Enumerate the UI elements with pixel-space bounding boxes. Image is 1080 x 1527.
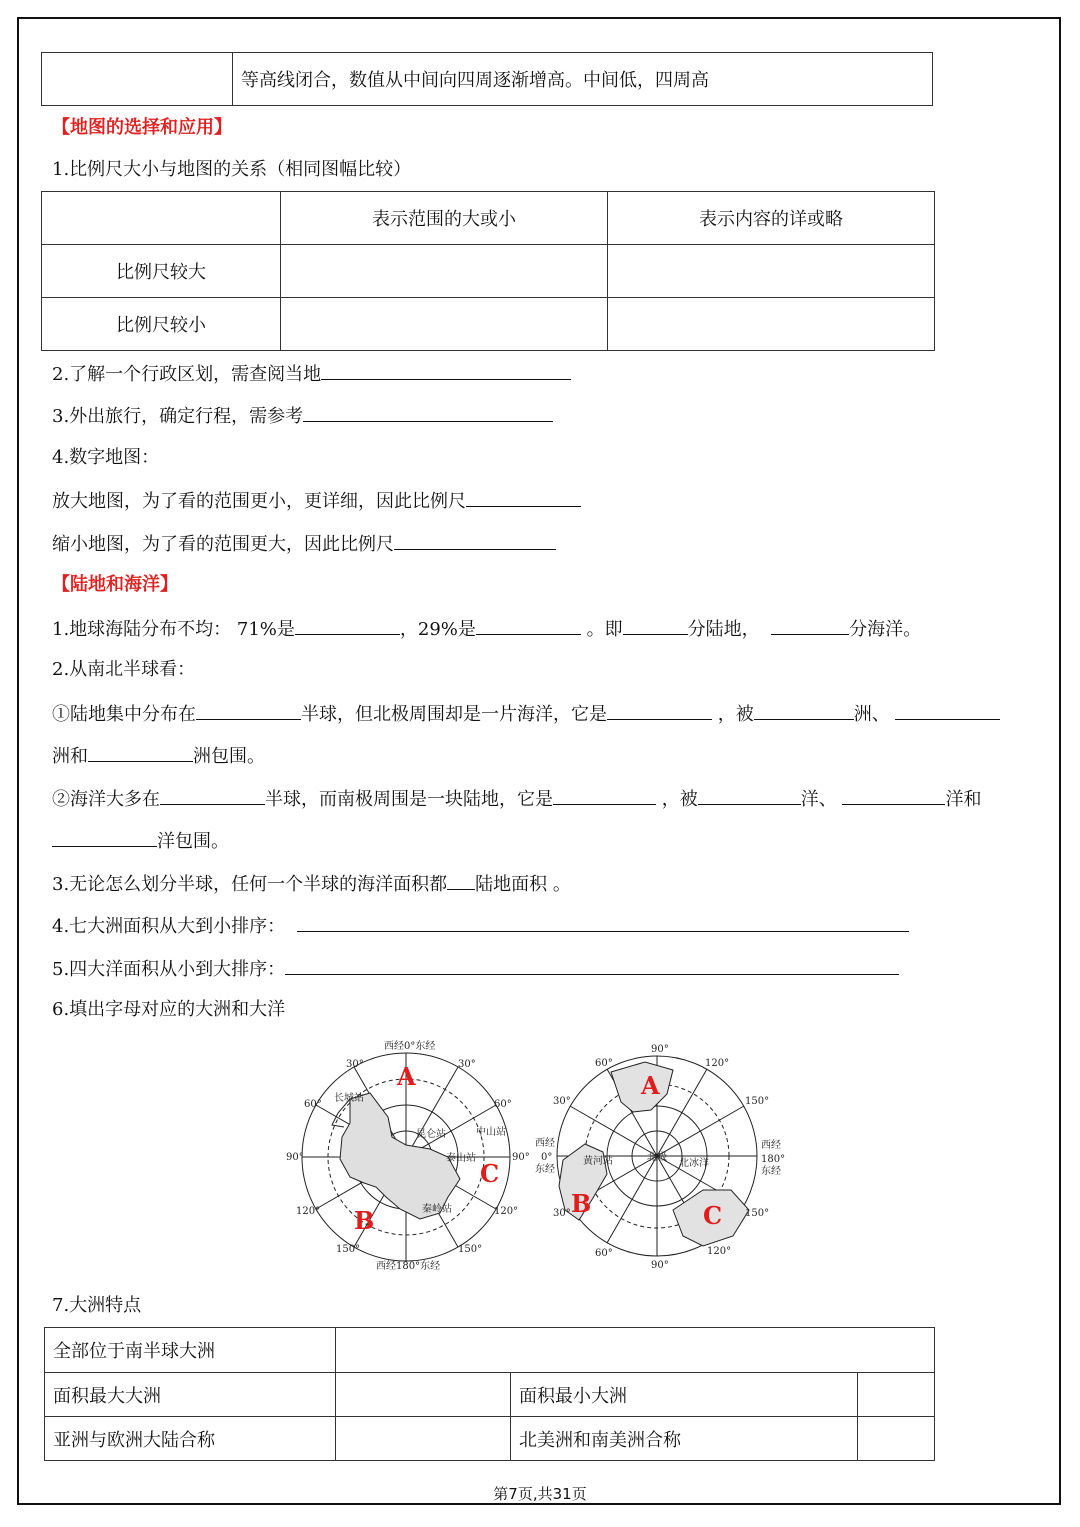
contour-cell-blank[interactable] bbox=[42, 53, 233, 106]
text: 洲包围。 bbox=[193, 746, 265, 767]
answer-blank[interactable] bbox=[623, 616, 688, 635]
lon-label: 90° bbox=[286, 1152, 304, 1163]
q4a-zoom-in bbox=[52, 488, 581, 514]
page-footer: 第7页,共31页 bbox=[493, 1485, 587, 1503]
place-north-pole: 北极 bbox=[647, 1152, 667, 1163]
west-label: 西经 bbox=[535, 1138, 555, 1149]
answer-blank[interactable] bbox=[698, 786, 801, 805]
section-title-land-sea: 【陆地和海洋】 bbox=[52, 574, 178, 595]
answer-blank[interactable] bbox=[196, 701, 301, 720]
answer-blank[interactable] bbox=[295, 616, 400, 635]
q6-fill-letters: 6.填出字母对应的大洲和大洋 bbox=[52, 999, 286, 1020]
answer-blank[interactable] bbox=[607, 701, 712, 720]
scale-table-row-large: 比例尺较大 bbox=[42, 245, 281, 298]
answer-cell[interactable] bbox=[336, 1373, 511, 1417]
answer-blank[interactable] bbox=[285, 956, 899, 975]
east-label: 东经 bbox=[535, 1164, 555, 1175]
q3-ocean-area bbox=[52, 871, 571, 897]
q2d-ocean bbox=[52, 828, 229, 854]
q2c-ocean bbox=[52, 786, 981, 812]
q1-land-sea bbox=[52, 616, 921, 642]
text: 分陆地， bbox=[687, 619, 760, 640]
text: ②海洋大多在 bbox=[52, 789, 160, 810]
answer-blank[interactable] bbox=[52, 828, 157, 847]
lon-label: 150° bbox=[336, 1244, 361, 1255]
place-qinling: 秦岭站 bbox=[422, 1204, 452, 1215]
letter-b-south: B bbox=[354, 1206, 375, 1235]
lon-label: 90° bbox=[512, 1152, 530, 1163]
south-pole-map bbox=[280, 1037, 530, 1274]
answer-blank[interactable] bbox=[553, 786, 656, 805]
text: 陆地面积 。 bbox=[475, 874, 571, 895]
text: 洲和 bbox=[52, 746, 88, 767]
text: ，被 bbox=[712, 704, 754, 725]
answer-cell[interactable] bbox=[336, 1328, 935, 1373]
antarctica-outline bbox=[340, 1093, 460, 1219]
answer-cell[interactable] bbox=[336, 1417, 511, 1461]
q4a-text: 放大地图，为了看的范围更小，更详细，因此比例尺 bbox=[52, 491, 466, 512]
continent-smallest: 面积最小大洲 bbox=[511, 1373, 858, 1417]
place-zhongshan: 中山站 bbox=[476, 1127, 506, 1138]
scale-table-cell[interactable] bbox=[608, 245, 935, 298]
text: 洋、 bbox=[800, 789, 837, 810]
scale-table-cell[interactable] bbox=[608, 298, 935, 351]
map-label-top: 西经0°东经 bbox=[384, 1041, 436, 1052]
lon-label: 30° bbox=[458, 1059, 476, 1070]
lon-label: 150° bbox=[745, 1096, 770, 1107]
answer-blank[interactable] bbox=[88, 743, 193, 762]
zero-label: 0° bbox=[541, 1152, 553, 1163]
lon-label: 90° bbox=[651, 1260, 669, 1271]
q2b-land bbox=[52, 743, 265, 769]
q4-digital-map: 4.数字地图： bbox=[52, 447, 160, 468]
q2-hemispheres: 2.从南北半球看： bbox=[52, 659, 196, 680]
place-huanghe: 黄河站 bbox=[583, 1156, 613, 1167]
text: 半球，而南极周围是一块陆地，它是 bbox=[265, 789, 553, 810]
scale-table-corner bbox=[42, 192, 281, 245]
text: 洋和 bbox=[945, 789, 982, 810]
lon-label: 90° bbox=[651, 1044, 669, 1055]
answer-cell[interactable] bbox=[858, 1417, 935, 1461]
q1-scale-map: 1.比例尺大小与地图的关系（相同图幅比较） bbox=[52, 159, 412, 180]
lon-label: 120° bbox=[707, 1246, 732, 1257]
section-title-map: 【地图的选择和应用】 bbox=[52, 117, 232, 138]
text: 1.地球海陆分布不均： 71%是 bbox=[52, 619, 295, 640]
lon-label: 60° bbox=[494, 1099, 512, 1110]
q4-continents-order bbox=[52, 913, 909, 939]
answer-blank[interactable] bbox=[297, 913, 909, 932]
text: 。即 bbox=[580, 619, 623, 640]
lon-label: 150° bbox=[458, 1244, 483, 1255]
lon-label: 120° bbox=[705, 1058, 730, 1069]
letter-b-north: B bbox=[571, 1189, 592, 1218]
scale-table-row-small: 比例尺较小 bbox=[42, 298, 281, 351]
north-pole-map bbox=[533, 1040, 788, 1272]
answer-cell[interactable] bbox=[858, 1373, 935, 1417]
east-label: 东经 bbox=[761, 1166, 781, 1177]
answer-blank[interactable] bbox=[303, 403, 553, 422]
place-arctic-ocean: 北冰洋 bbox=[679, 1158, 709, 1169]
lon180-label: 180° bbox=[761, 1154, 786, 1165]
scale-table-cell[interactable] bbox=[281, 245, 608, 298]
map-label-bottom: 西经180°东经 bbox=[376, 1261, 441, 1272]
text: 洲、 bbox=[853, 704, 890, 725]
lon-label: 30° bbox=[553, 1208, 571, 1219]
text: 5.四大洋面积从小到大排序： bbox=[52, 959, 286, 980]
q5-oceans-order bbox=[52, 956, 899, 982]
scale-table-cell[interactable] bbox=[281, 298, 608, 351]
answer-blank[interactable] bbox=[466, 488, 581, 507]
scale-table bbox=[41, 191, 935, 351]
answer-blank[interactable] bbox=[321, 361, 571, 380]
contour-table bbox=[41, 52, 933, 106]
continent-eurasia: 亚洲与欧洲大陆合称 bbox=[45, 1417, 336, 1461]
lon-label: 60° bbox=[304, 1099, 322, 1110]
answer-blank[interactable] bbox=[394, 531, 556, 550]
q4b-zoom-out bbox=[52, 531, 556, 557]
q2-text: 2.了解一个行政区划，需查阅当地 bbox=[52, 364, 322, 385]
lon-label: 120° bbox=[494, 1206, 519, 1217]
text: ，29%是 bbox=[399, 619, 476, 640]
text: 洋包围。 bbox=[157, 831, 229, 852]
place-taishan: 泰山站 bbox=[446, 1153, 476, 1164]
lon-label: 150° bbox=[745, 1208, 770, 1219]
continent-table bbox=[44, 1327, 935, 1461]
answer-blank[interactable] bbox=[754, 701, 854, 720]
letter-a-north: A bbox=[641, 1071, 660, 1100]
scale-table-header-detail: 表示内容的详或略 bbox=[608, 192, 935, 245]
letter-c-south: C bbox=[480, 1159, 500, 1188]
answer-blank[interactable] bbox=[895, 701, 1000, 720]
text: 半球，但北极周围却是一片海洋，它是 bbox=[301, 704, 607, 725]
contour-cell-desc: 等高线闭合，数值从中间向四周逐渐增高。中间低，四周高 bbox=[233, 53, 933, 106]
answer-blank[interactable] bbox=[476, 616, 581, 635]
lon-label: 120° bbox=[296, 1206, 321, 1217]
continent-largest: 面积最大大洲 bbox=[45, 1373, 336, 1417]
text: 4.七大洲面积从大到小排序： bbox=[52, 916, 286, 937]
lon-label: 60° bbox=[595, 1058, 613, 1069]
answer-blank[interactable] bbox=[447, 871, 475, 890]
letter-c-north: C bbox=[703, 1201, 723, 1230]
answer-blank[interactable] bbox=[160, 786, 265, 805]
place-kunlun: 昆仑站 bbox=[416, 1129, 446, 1140]
place-changcheng: 长城站 bbox=[334, 1093, 364, 1104]
q2a-land bbox=[52, 701, 1000, 727]
continent-southern: 全部位于南半球大洲 bbox=[45, 1328, 336, 1373]
q4b-text: 缩小地图，为了看的范围更大，因此比例尺 bbox=[52, 534, 394, 555]
continent-americas: 北美洲和南美洲合称 bbox=[511, 1417, 858, 1461]
q2-admin bbox=[52, 361, 571, 387]
west-label: 西经 bbox=[761, 1140, 781, 1151]
scale-table-header-range: 表示范围的大或小 bbox=[281, 192, 608, 245]
lon-label: 30° bbox=[346, 1059, 364, 1070]
text: ①陆地集中分布在 bbox=[52, 704, 196, 725]
text: ，被 bbox=[656, 789, 698, 810]
lon-label: 30° bbox=[553, 1096, 571, 1107]
letter-a-south: A bbox=[397, 1062, 416, 1091]
text: 3.无论怎么划分半球，任何一个半球的海洋面积都 bbox=[52, 874, 448, 895]
q3-text: 3.外出旅行，确定行程，需参考 bbox=[52, 406, 304, 427]
lon-label: 60° bbox=[595, 1248, 613, 1259]
q7-continent-features: 7.大洲特点 bbox=[52, 1295, 142, 1316]
q3-travel bbox=[52, 403, 553, 429]
text: 分海洋。 bbox=[849, 619, 922, 640]
answer-blank[interactable] bbox=[842, 786, 945, 805]
answer-blank[interactable] bbox=[771, 616, 849, 635]
